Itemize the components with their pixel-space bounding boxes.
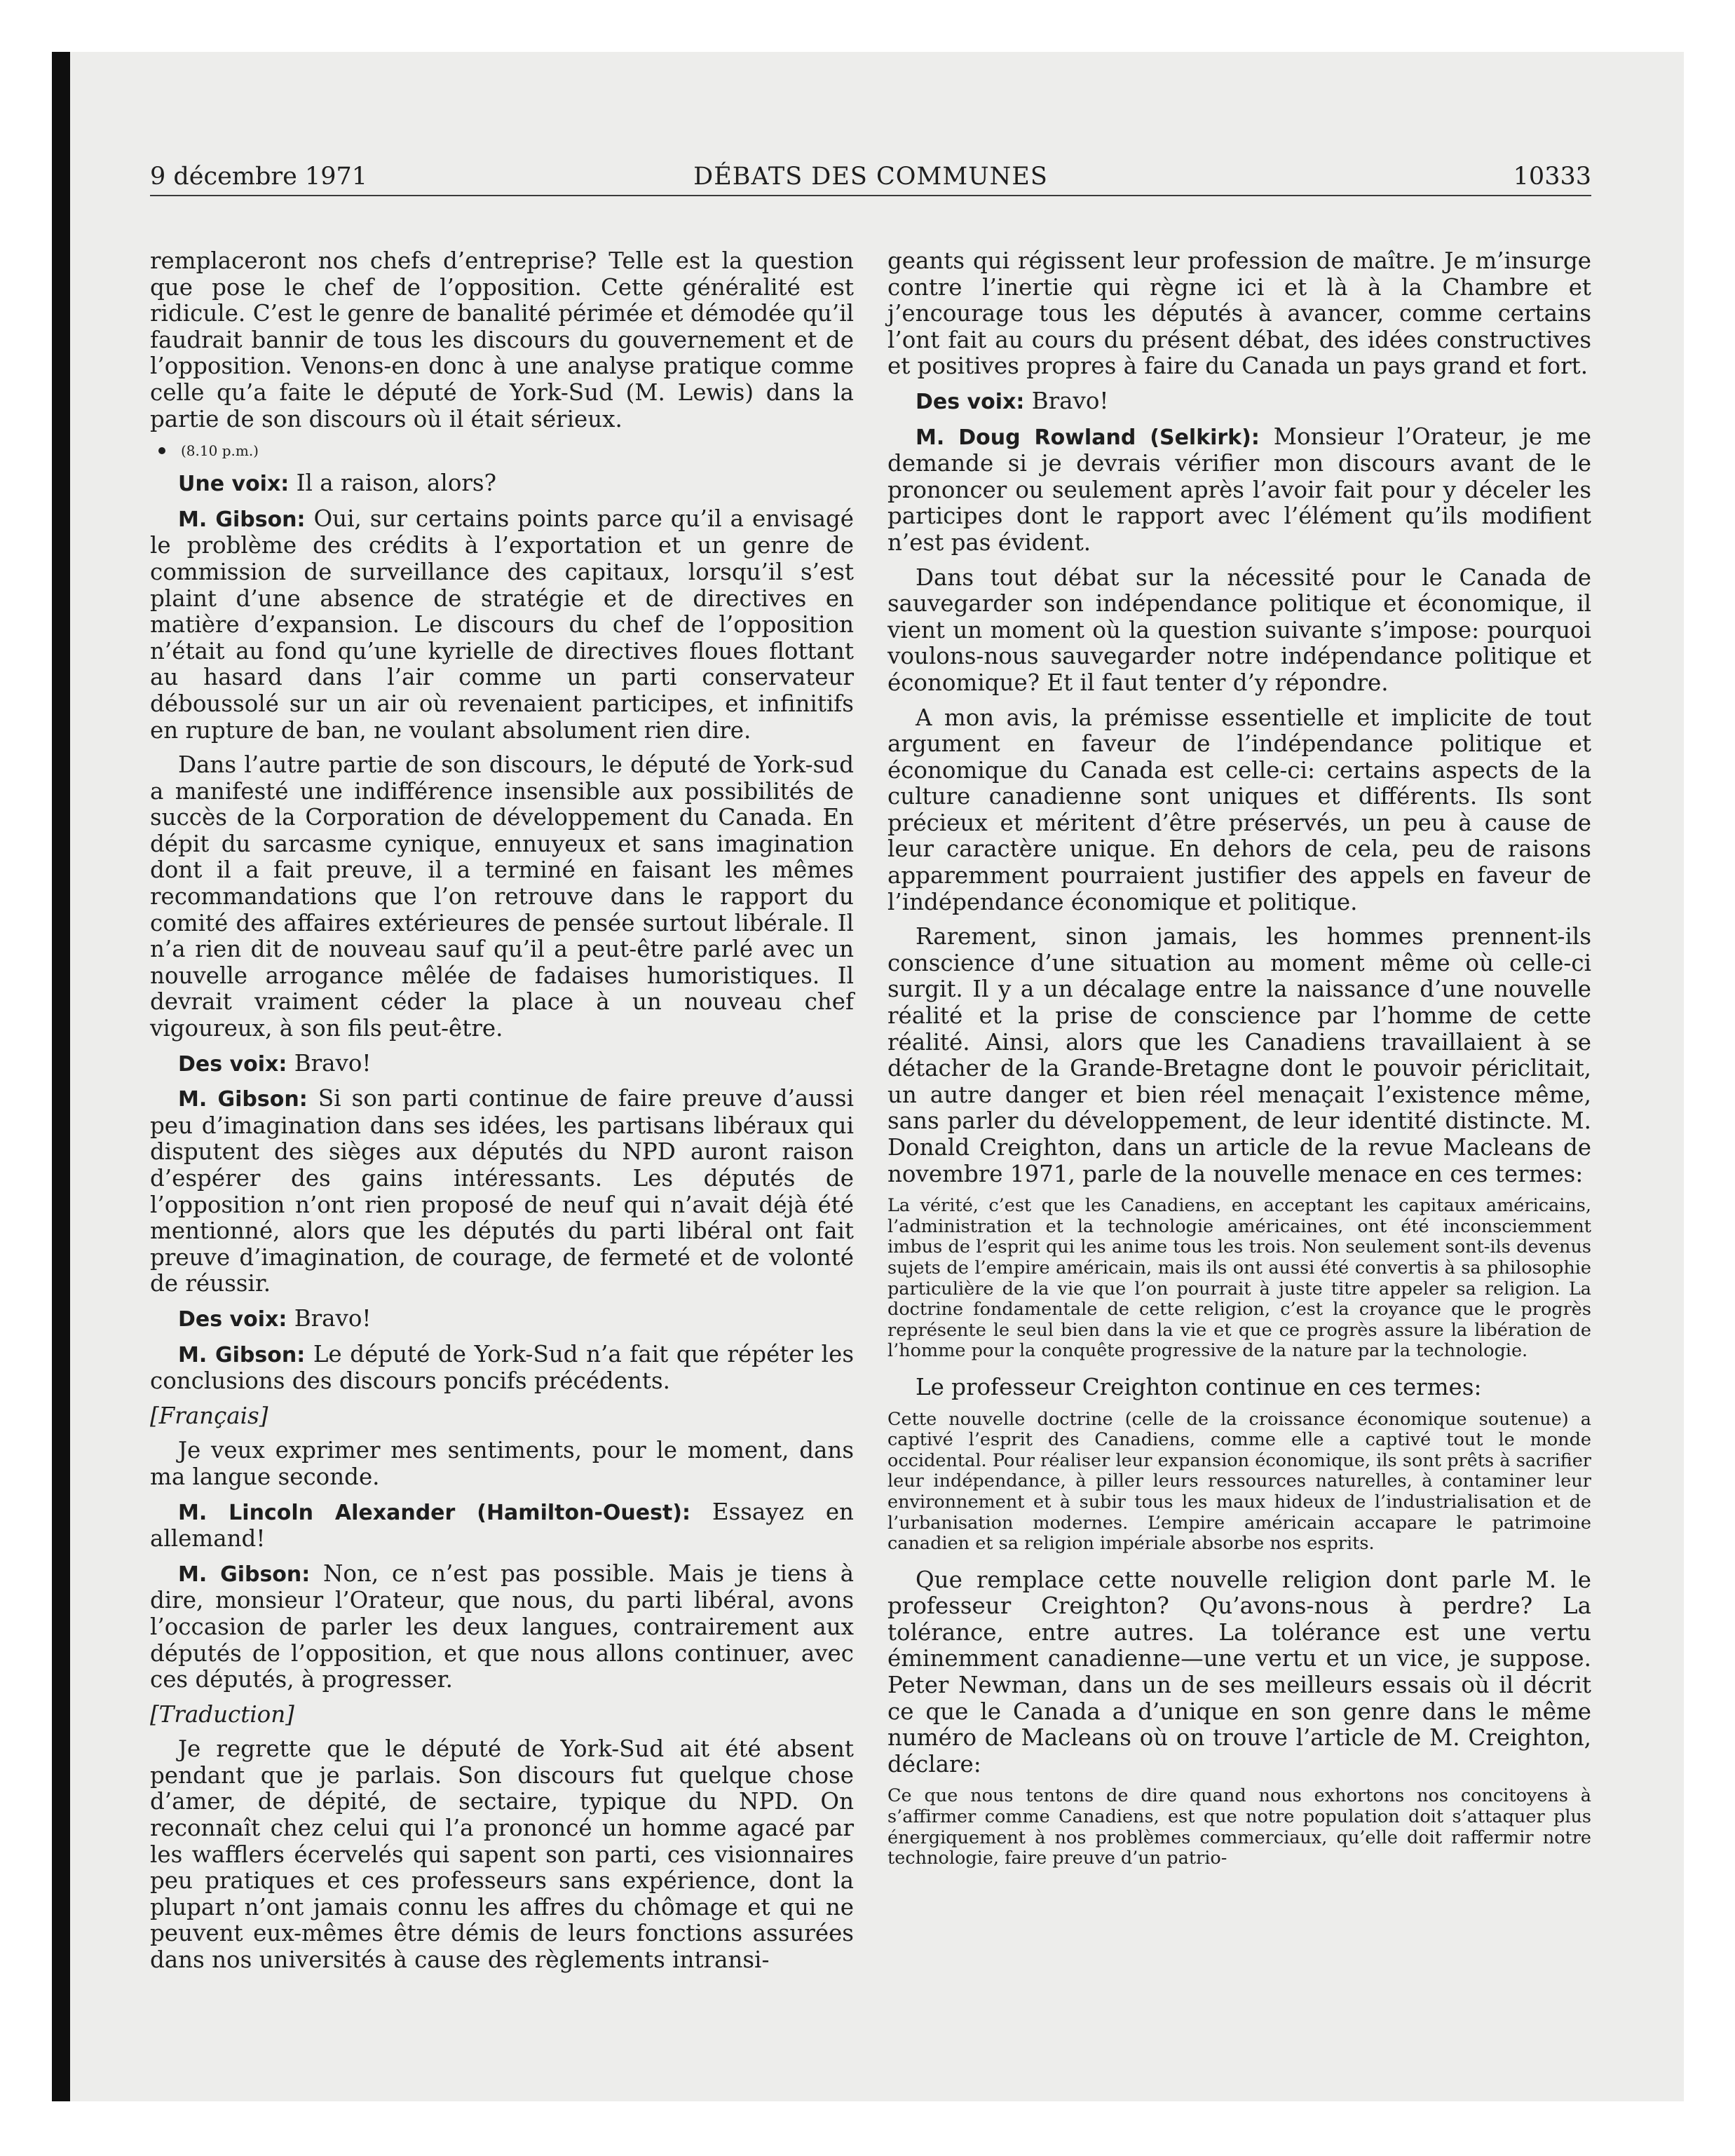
paragraph: Rarement, sinon jamais, les hommes prennent-ils conscience d’une situation au moment même où celle-ci surgit. Il y a un décalage entre la naissance d’une nouvelle réalité et la prise de conscience par l’homme de cette réalité. Ainsi, alors que les Canadiens travaillaient à se détacher de la Grande-Bretagne dont le pouvoir périclitait, un autre danger et bien réel menaçait l’existence même, sans parler du développement, de leur identité distincte. M. Donald Creighton, dans un article de la revue Macleans de novembre 1971, parle de la nouvelle menace en ces termes: [887,923,1591,1187]
bullet-icon [158,447,165,454]
speaker-name: Une voix: [178,472,290,497]
block-quote: Cette nouvelle doctrine (celle de la croissance économique soutenue) a captivé l’esprit des Canadiens, comme elle a captivé tout le monde occidental. Pour réaliser leur expansion économique, ils sont prêts à sacrifier leur indépendance, à piller leurs ressources naturelles, à contaminer leur environnement et à subir tous les maux hideux de l’industrialisation et de l’urbanisation modernes. L’empire américain accapare le patrimoine canadien et sa religion impériale absorbe nos esprits. [887,1408,1591,1555]
speech [150,1306,854,1333]
speaker-name: M. Doug Rowland (Selkirk): [916,425,1260,450]
speaker-name: M. Gibson: [178,507,306,532]
speech-text: Essayez en allemand! [150,1498,854,1553]
header-title: DÉBATS DES COMMUNES [693,163,1048,191]
speech-text: Le député de York-Sud n’a fait que répéter les conclusions des discours poncifs précédents. [150,1340,854,1395]
speaker-name: Des voix: [178,1051,287,1077]
block-quote: La vérité, c’est que les Canadiens, en acceptant les capitaux américains, l’administration et la technologie américaines, ont été inconsciemment imbus de l’esprit qui les anime tous les trois. Non seulement sont-ils devenus sujets de l’empire américain, mais ils ont aussi été convertis à sa philosophie particulière de la vie que l’on pourrait à juste titre appeler sa religion. La doctrine fondamentale de cette religion, c’est la croyance que le progrès représente le seul bien dans la vie et que ce progrès assure la libération de l’homme pour la conquête progressive de la nature par la technologie. [887,1195,1591,1362]
speech-text: Oui, sur certains points parce qu’il a envisagé le problème des crédits à l’exportation et un genre de commission de surveillance des capitaux, lorsqu’il s’est plaint d’une absence de stratégie et de directives en matière d’expansion. Le discours du chef de l’opposition n’était au fond qu’une kyrielle de directives floues flottant au hasard dans l’air comme un parti conservateur déboussolé sur un air où revenaient participes, et infinitifs en rupture de ban, ne voulant absolument rien dire. [150,505,854,744]
paragraph: A mon avis, la prémisse essentielle et implicite de tout argument en faveur de l’indépendance politique et économique du Canada est celle-ci: certains aspects de la culture canadienne sont uniques et différents. Ils sont précieux et méritent d’être préservés, un peu à cause de leur caractère unique. En dehors de cela, peu de raisons apparemment pourraient justifier des appels en faveur de l’indépendance économique et politique. [887,704,1591,915]
speech [150,506,854,744]
paragraph: geants qui régissent leur profession de maître. Je m’insurge contre l’inertie qui règne ici et là à la Chambre et j’encourage tous les députés à avancer, comme certains l’ont fait au cours du présent débat, des idées constructives et positives propres à faire du Canada un pays grand et fort. [887,247,1591,380]
block-quote: Ce que nous tentons de dire quand nous exhortons nos concitoyens à s’affirmer comme Canadiens, est que notre population doit s’attaquer plus énergiquement à nos problèmes commerciaux, qu’elle doit raffermir notre technologie, faire preuve d’un patrio- [887,1785,1591,1869]
speech [150,1086,854,1297]
right-column [887,248,1591,1882]
page-binding-edge [52,52,70,2101]
speech-text: Si son parti continue de faire preuve d’aussi peu d’imagination dans ses idées, les partisans libéraux qui disputent des sièges aux députés du NPD auront raison d’espérer des gains intéressants. Les députés de l’opposition n’ont rien proposé de neuf qui n’avait déjà été mentionné, alors que les députés du parti libéral ont fait preuve d’imagination, de courage, de fermeté et de volonté de réussir. [150,1085,854,1297]
speaker-name: M. Lincoln Alexander (Hamilton-Ouest): [178,1500,691,1525]
header-date: 9 décembre 1971 [150,163,368,191]
paragraph: Que remplace cette nouvelle religion dont parle M. le professeur Creighton? Qu’avons-nous à perdre? La tolérance, entre autres. La tolérance est une vertu éminemment canadienne—une vertu et un vice, je suppose. Peter Newman, dans un de ses meilleurs essais où il décrit ce que le Canada a d’unique en son genre dans le même numéro de Macleans où on trouve l’article de M. Creighton, déclare: [887,1566,1591,1778]
language-marker: [Français] [150,1402,268,1429]
header-page-number: 10333 [1513,163,1591,191]
page-header [150,158,1591,196]
speech [150,1342,854,1395]
timestamp [150,441,854,460]
paragraph: Dans tout débat sur la nécessité pour le Canada de sauvegarder son indépendance politique et économique, il vient un moment où la question suivante s’impose: pourquoi voulons-nous sauvegarder notre indépendance politique et économique? Et il faut tenter d’y répondre. [887,564,1591,696]
speech-text: Non, ce n’est pas possible. Mais je tiens à dire, monsieur l’Orateur, que nous, du parti libéral, avons l’occasion de parler les deux langues, contrairement aux députés de l’opposition, et que nous allons continuer, avec ces députés, à progresser. [150,1560,854,1693]
paragraph: Dans l’autre partie de son discours, le député de York-sud a manifesté une indifférence insensible aux possibilités de succès de la Corporation de développement du Canada. En dépit du sarcasme cynique, ennuyeux et sans imagination dont il a fait preuve, il a terminé en faisant les mêmes recommandations que l’on retrouve dans le rapport du comité des affaires extérieures de pensée surtout libérale. Il n’a rien dit de nouveau sauf qu’il a peut-être parlé avec un nouvelle arrogance mêlée de fadaises humoristiques. Il devrait vraiment céder la place à un nouveau chef vigoureux, à son fils peut-être. [150,751,854,1042]
speech [150,470,854,498]
speech-text: Bravo! [287,1304,372,1332]
speaker-name: Des voix: [178,1306,287,1332]
speaker-name: M. Gibson: [178,1087,308,1112]
paragraph: Je veux exprimer mes sentiments, pour le moment, dans ma langue seconde. [150,1437,854,1490]
speaker-name: Des voix: [916,389,1025,414]
speaker-name: M. Gibson: [178,1562,311,1587]
speech [887,388,1591,416]
paragraph: remplaceront nos chefs d’entreprise? Telle est la question que pose le chef de l’opposition. Cette généralité est ridicule. C’est le genre de banalité périmée et démodée qu’il faudrait bannir de tous les discours du gouvernement et de l’opposition. Venons-en donc à une analyse pratique comme celle qu’a faite le député de York-Sud (M. Lewis) dans la partie de son discours où il était sérieux. [150,247,854,432]
speech [150,1051,854,1078]
speech [150,1561,854,1693]
language-marker: [Traduction] [150,1700,294,1728]
speech [150,1499,854,1553]
speaker-name: M. Gibson: [178,1342,306,1367]
speech-text: Monsieur l’Orateur, je me demande si je devrais vérifier mon discours avant de le prononcer ou seulement après l’avoir fait pour y déceler les participes dont le rapport avec l’élément qu’ils modifient n’est pas évident. [887,423,1591,556]
speech-text: Bravo! [1024,387,1109,414]
speech-text: Bravo! [287,1049,372,1077]
paragraph: Je regrette que le député de York-Sud ait été absent pendant que je parlais. Son discours fut quelque chose d’amer, de dépité, de sectaire, typique du NPD. On reconnaît chez celui qui l’a prononcé un homme agacé par les wafflers écervelés qui sapent son parti, ces visionnaires peu pratiques et ces professeurs sans expérience, dont la plupart n’ont jamais connu les affres du chômage et qui ne peuvent eux-mêmes être démis de leurs fonctions assurées dans nos universités à cause des règlements intransi- [150,1735,854,1974]
speech [887,424,1591,557]
timestamp-text: (8.10 p.m.) [181,442,259,460]
left-column [150,248,854,1982]
speech-text: Il a raison, alors? [289,470,497,497]
paragraph: Le professeur Creighton continue en ces termes: [916,1373,1482,1400]
